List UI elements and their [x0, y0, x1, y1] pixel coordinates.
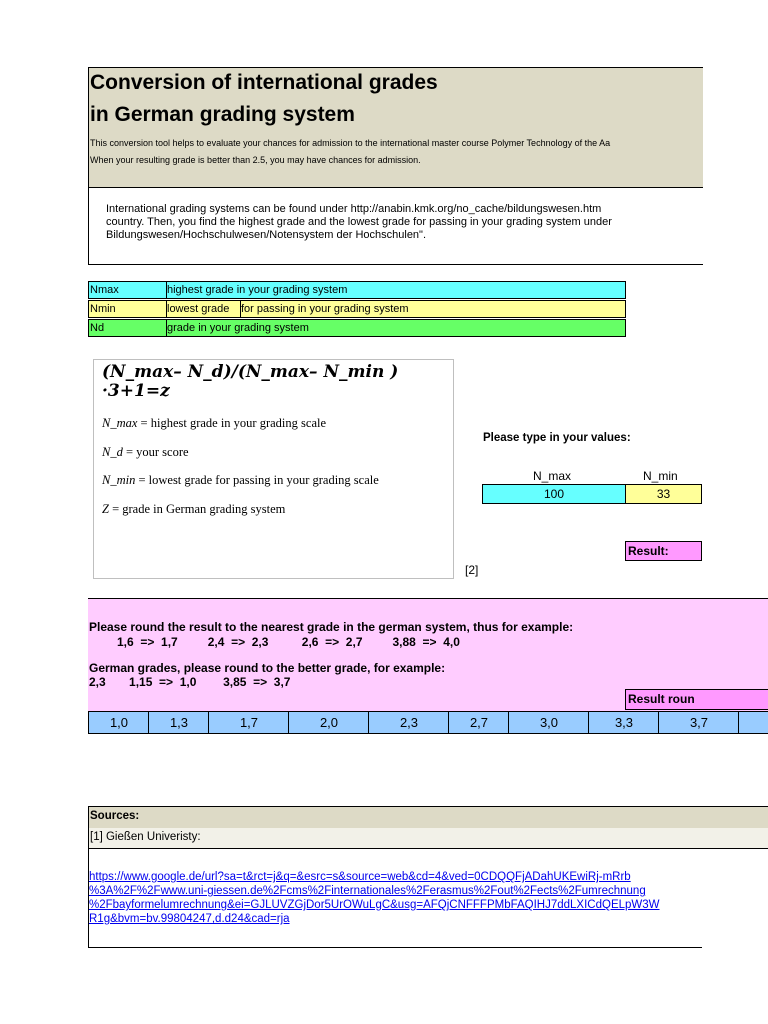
legend-row-nd — [88, 319, 626, 337]
source-1-row — [88, 828, 768, 849]
sources-border — [88, 947, 702, 948]
reference-marker: [2] — [465, 563, 479, 577]
grade-cell: 2,7 — [448, 712, 509, 733]
legend-value-part: lowest grade — [167, 303, 230, 315]
input-prompt: Please type in your values: — [483, 432, 631, 444]
formula-def-nmax — [102, 416, 326, 431]
nmax-label: N_max — [533, 469, 572, 483]
variable-name: N_d — [102, 445, 123, 459]
description-line-2: When your resulting grade is better than 2.5, you may have chances for admission. — [90, 155, 421, 165]
variable-name: Z — [102, 502, 109, 516]
legend-value: highest grade in your grading system — [167, 284, 348, 296]
legend-key: Nmin — [89, 301, 167, 317]
result-rounded-cell: Result roun — [625, 689, 768, 710]
legend-row-nmin — [88, 300, 626, 318]
nmin-input[interactable]: 33 — [626, 484, 702, 504]
variable-desc: = lowest grade for passing in your grading scale — [135, 473, 379, 487]
legend-key: Nmax — [89, 282, 167, 298]
grade-cell: 1,3 — [148, 712, 209, 733]
formula-def-nd — [102, 445, 189, 460]
source-1-label: [1] Gießen Univeristy: — [90, 831, 201, 843]
grade-cell: 2,3 — [368, 712, 449, 733]
formula-def-nmin — [102, 473, 379, 488]
rounding-intro: Please round the result to the nearest grade in the german system, thus for example: — [89, 620, 574, 634]
german-grade-scale — [88, 711, 768, 734]
info-line: Bildungswesen/Hochschulwesen/Notensystem der Hochschulen". — [106, 229, 427, 241]
result-cell: Result: — [625, 541, 702, 561]
legend-value: grade in your grading system — [167, 322, 309, 334]
grade-cell: 1,0 — [88, 712, 149, 733]
legend-key: Nd — [89, 320, 167, 336]
sources-heading: Sources: — [90, 810, 140, 822]
cell-divider — [240, 301, 241, 317]
grade-cell-empty — [738, 712, 768, 733]
legend-value-part: for passing in your grading system — [241, 303, 409, 315]
formula-line-1: (N_max– N_d)/(N_max– N_min ) — [102, 362, 399, 382]
sources-border — [88, 806, 89, 948]
source-link[interactable] — [89, 870, 702, 926]
page-title-line-2: in German grading system — [90, 103, 355, 126]
formula-line-2: ·3+1=z — [102, 381, 170, 401]
grade-cell: 3,3 — [588, 712, 659, 733]
nmin-label: N_min — [643, 469, 678, 483]
link-line[interactable]: %2Fbayformelumrechnung&ei=GJLUVZGjDor5UrOWuLgC&usg=AFQjCNFFFPMbFAQIHJ7ddLXICdQELpW3W — [89, 899, 660, 911]
formula-box — [93, 359, 454, 579]
grading-info-text — [106, 203, 702, 242]
page-title-line-1: Conversion of international grades — [90, 71, 438, 94]
variable-name: N_min — [102, 473, 136, 487]
legend-row-nmax — [88, 281, 626, 299]
nmax-input[interactable]: 100 — [482, 484, 626, 504]
rounding-examples-2: 2,3 1,15 => 1,0 3,85 => 3,7 — [89, 675, 291, 689]
description-line-1: This conversion tool helps to evaluate your chances for admission to the international master course Polymer Technology of the Aa — [90, 138, 611, 148]
grade-cell: 3,0 — [508, 712, 589, 733]
grade-cell: 1,7 — [208, 712, 289, 733]
variable-desc: = highest grade in your grading scale — [137, 416, 327, 430]
grade-cell: 2,0 — [288, 712, 369, 733]
link-line[interactable]: %3A%2F%2Fwww.uni-giessen.de%2Fcms%2Finternationales%2Ferasmus%2Fout%2Fects%2Fumrechnung — [89, 885, 646, 897]
variable-desc: = your score — [122, 445, 189, 459]
sources-header — [88, 806, 768, 829]
rounding-intro-2: German grades, please round to the better grade, for example: — [89, 661, 446, 675]
link-line[interactable]: https://www.google.de/url?sa=t&rct=j&q=&esrc=s&source=web&cd=4&ved=0CDQQFjADahUKEwiRj-mRrb — [89, 871, 631, 883]
variable-name: N_max — [102, 416, 138, 430]
legend-value — [166, 301, 625, 317]
link-line[interactable]: R1g&bvm=bv.99804247,d.d24&cad=rja — [89, 913, 290, 925]
variable-desc: = grade in German grading system — [108, 502, 286, 516]
rounding-examples: 1,6 => 1,7 2,4 => 2,3 2,6 => 2,7 3,88 => 4,0 — [117, 635, 460, 649]
grade-cell: 3,7 — [658, 712, 739, 733]
formula-def-z — [102, 502, 285, 517]
info-line: International grading systems can be found under http://anabin.kmk.org/no_cache/bildungswesen.htm — [106, 203, 602, 215]
info-line: country. Then, you find the highest grade and the lowest grade for passing in your grading system under — [106, 216, 612, 228]
